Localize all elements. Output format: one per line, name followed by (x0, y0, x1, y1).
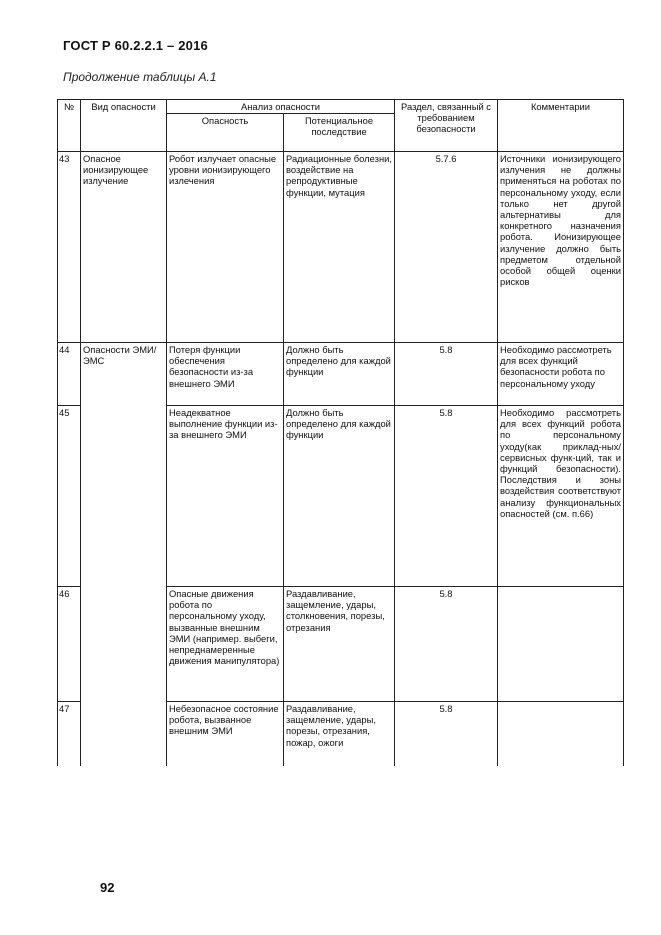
row-hazard-type: Опасное ионизирующее излучение (81, 152, 167, 343)
header-hazard: Опасность (167, 114, 284, 152)
row-hazard: Небезопасное состояние робота, вызванное внешним ЭМИ (167, 702, 284, 766)
row-comment: Источники ионизирующего излучения не должны применяться на роботах по персональному уходу, если только нет другой альтернативы для конкретного назначения робота. Ионизирующее излучение должно быть предметом отдельной особой общей оценки рисков (498, 152, 624, 343)
page-number: 92 (100, 880, 115, 895)
table-continuation-caption: Продолжение таблицы А.1 (63, 70, 217, 84)
row-section: 5.8 (395, 587, 498, 702)
row-hazard: Опасные движения робота по персональному уходу, вызванные внешним ЭМИ (например. выбеги, непреднамеренные движения манипулятора) (167, 587, 284, 702)
header-analysis: Анализ опасности (167, 100, 395, 114)
row-number: 44 (58, 343, 81, 406)
document-header: ГОСТ Р 60.2.2.1 – 2016 (63, 38, 208, 53)
row-number: 43 (58, 152, 81, 343)
header-hazard-type: Вид опасности (81, 100, 167, 152)
row-consequence: Раздавливание, защемление, удары, порезы, отрезания, пожар, ожоги (284, 702, 395, 766)
header-comments: Комментарии (498, 100, 624, 152)
hazard-analysis-table (57, 99, 624, 766)
row-comment (498, 702, 624, 766)
header-num: № (58, 100, 81, 152)
header-consequence: Потенциальное последствие (284, 114, 395, 152)
row-consequence: Должно быть определено для каждой функции (284, 406, 395, 587)
row-comment: Необходимо рассмотреть для всех функций безопасности робота по персональному уходу (498, 343, 624, 406)
row-consequence: Раздавливание, защемление, удары, столкновения, порезы, отрезания (284, 587, 395, 702)
row-consequence: Радиационные болезни, воздействие на репродуктивные функции, мутация (284, 152, 395, 343)
row-hazard-type: Опасности ЭМИ/ЭМС (81, 343, 167, 766)
table-row (58, 343, 624, 406)
row-number: 45 (58, 406, 81, 587)
row-section: 5.8 (395, 343, 498, 406)
row-number: 47 (58, 702, 81, 766)
table-row (58, 152, 624, 343)
row-hazard: Робот излучает опасные уровни ионизирующего излечения (167, 152, 284, 343)
row-hazard: Неадекватное выполнение функции из-за внешнего ЭМИ (167, 406, 284, 587)
row-section: 5.8 (395, 406, 498, 587)
row-section: 5.7.6 (395, 152, 498, 343)
header-section: Раздел, связанный с требованием безопасности (395, 100, 498, 152)
row-number: 46 (58, 587, 81, 702)
row-comment (498, 587, 624, 702)
row-consequence: Должно быть определено для каждой функции (284, 343, 395, 406)
row-comment: Необходимо рассмотреть для всех функций робота по персональному уходу(как приклад-ных/сервисных функ-ций, так и функций безопасности). Последствия и зоны воздействия соответствуют анализу функциональных опасностей (см. п.66) (498, 406, 624, 587)
row-section: 5.8 (395, 702, 498, 766)
row-hazard: Потеря функции обеспечения безопасности из-за внешнего ЭМИ (167, 343, 284, 406)
